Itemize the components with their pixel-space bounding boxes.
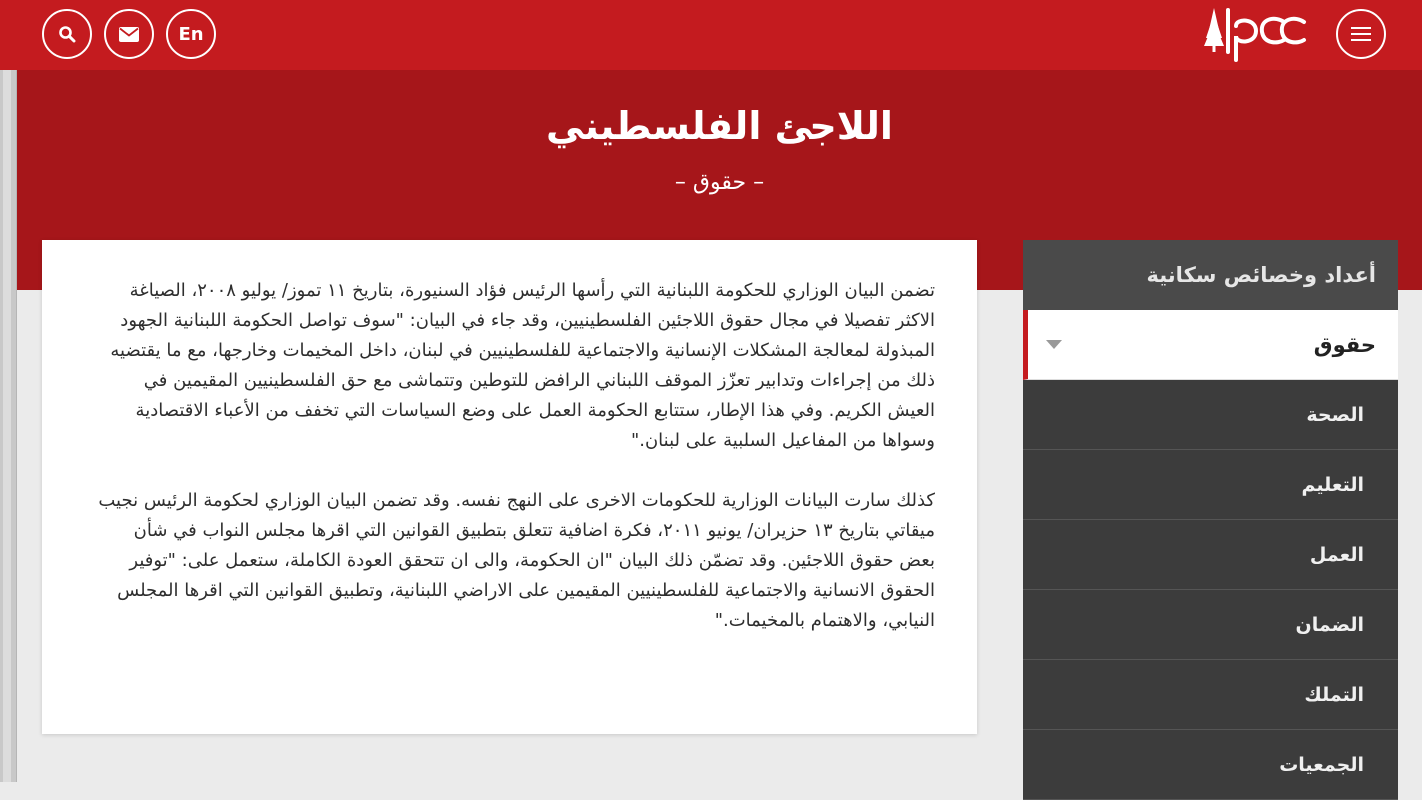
sidebar-item-ownership[interactable]: التملك (1023, 660, 1398, 730)
sidebar-item-label: حقوق (1313, 332, 1376, 357)
caret-down-icon[interactable] (1046, 340, 1062, 349)
envelope-icon (119, 27, 139, 42)
language-label: En (178, 23, 204, 45)
sidebar-item-associations[interactable]: الجمعيات (1023, 730, 1398, 800)
left-scroll-strip (0, 70, 17, 782)
page-subtitle: – حقوق – (674, 170, 765, 195)
sidebar-header[interactable]: أعداد وخصائص سكانية (1023, 240, 1398, 310)
hamburger-icon (1351, 26, 1371, 42)
sidebar-item-rights[interactable] (1023, 310, 1398, 380)
search-icon (58, 25, 76, 43)
lpdc-logo[interactable] (1200, 4, 1308, 64)
sidebar-item-health[interactable]: الصحة (1023, 380, 1398, 450)
search-button[interactable] (42, 9, 92, 59)
page-title: اللاجئ الفلسطيني (546, 104, 893, 148)
article-content (95, 276, 935, 636)
sidebar-item-work[interactable]: العمل (1023, 520, 1398, 590)
article-paragraph: تضمن البيان الوزاري للحكومة اللبنانية التي رأسها الرئيس فؤاد السنيورة، بتاريخ ١١ تموز/ يوليو ٢٠٠٨، الصياغة الاكثر تفصيلا في مجال حقوق اللاجئين الفلسطينيين، وقد جاء في البيان: "سوف تواصل الحكومة اللبنانية الجهود المبذولة لمعالجة المشكلات الإنسانية والاجتماعية للفلسطينيين في لبنان، داخل المخيمات وخارجها، مع ما يقتضيه ذلك من إجراءات وتدابير تعزّز الموقف اللبناني الرافض للتوطين وتتماشى مع حق الفلسطينيين المقيمين في العيش الكريم. وفي هذا الإطار، ستتابع الحكومة العمل على وضع السياسات التي تخفف من الأعباء الاقتصادية وسواها من المفاعيل السلبية على لبنان." (110, 280, 935, 451)
mail-button[interactable] (104, 9, 154, 59)
language-button[interactable] (166, 9, 216, 59)
article-paragraph: كذلك سارت البيانات الوزارية للحكومات الاخرى على النهج نفسه. وقد تضمن البيان الوزاري لحكومة الرئيس نجيب ميقاتي بتاريخ ١٣ حزيران/ يونيو ٢٠١١، فكرة اضافية تتعلق بتطبيق القوانين التي اقرها مجلس النواب في شأن بعض حقوق اللاجئين. وقد تضمّن ذلك البيان "ان الحكومة، والى ان تتحقق العودة الكاملة، ستعمل على: "توفير الحقوق الانسانية والاجتماعية للفلسطينيين المقيمين على الاراضي اللبنانية، وتطبيق القوانين التي اقرها المجلس النيابي، والاهتمام بالمخيمات." (98, 490, 935, 631)
sidebar-item-social-security[interactable]: الضمان (1023, 590, 1398, 660)
menu-button[interactable] (1336, 9, 1386, 59)
sidebar-menu (1023, 240, 1398, 782)
sidebar-item-education[interactable]: التعليم (1023, 450, 1398, 520)
top-bar (0, 0, 1422, 70)
